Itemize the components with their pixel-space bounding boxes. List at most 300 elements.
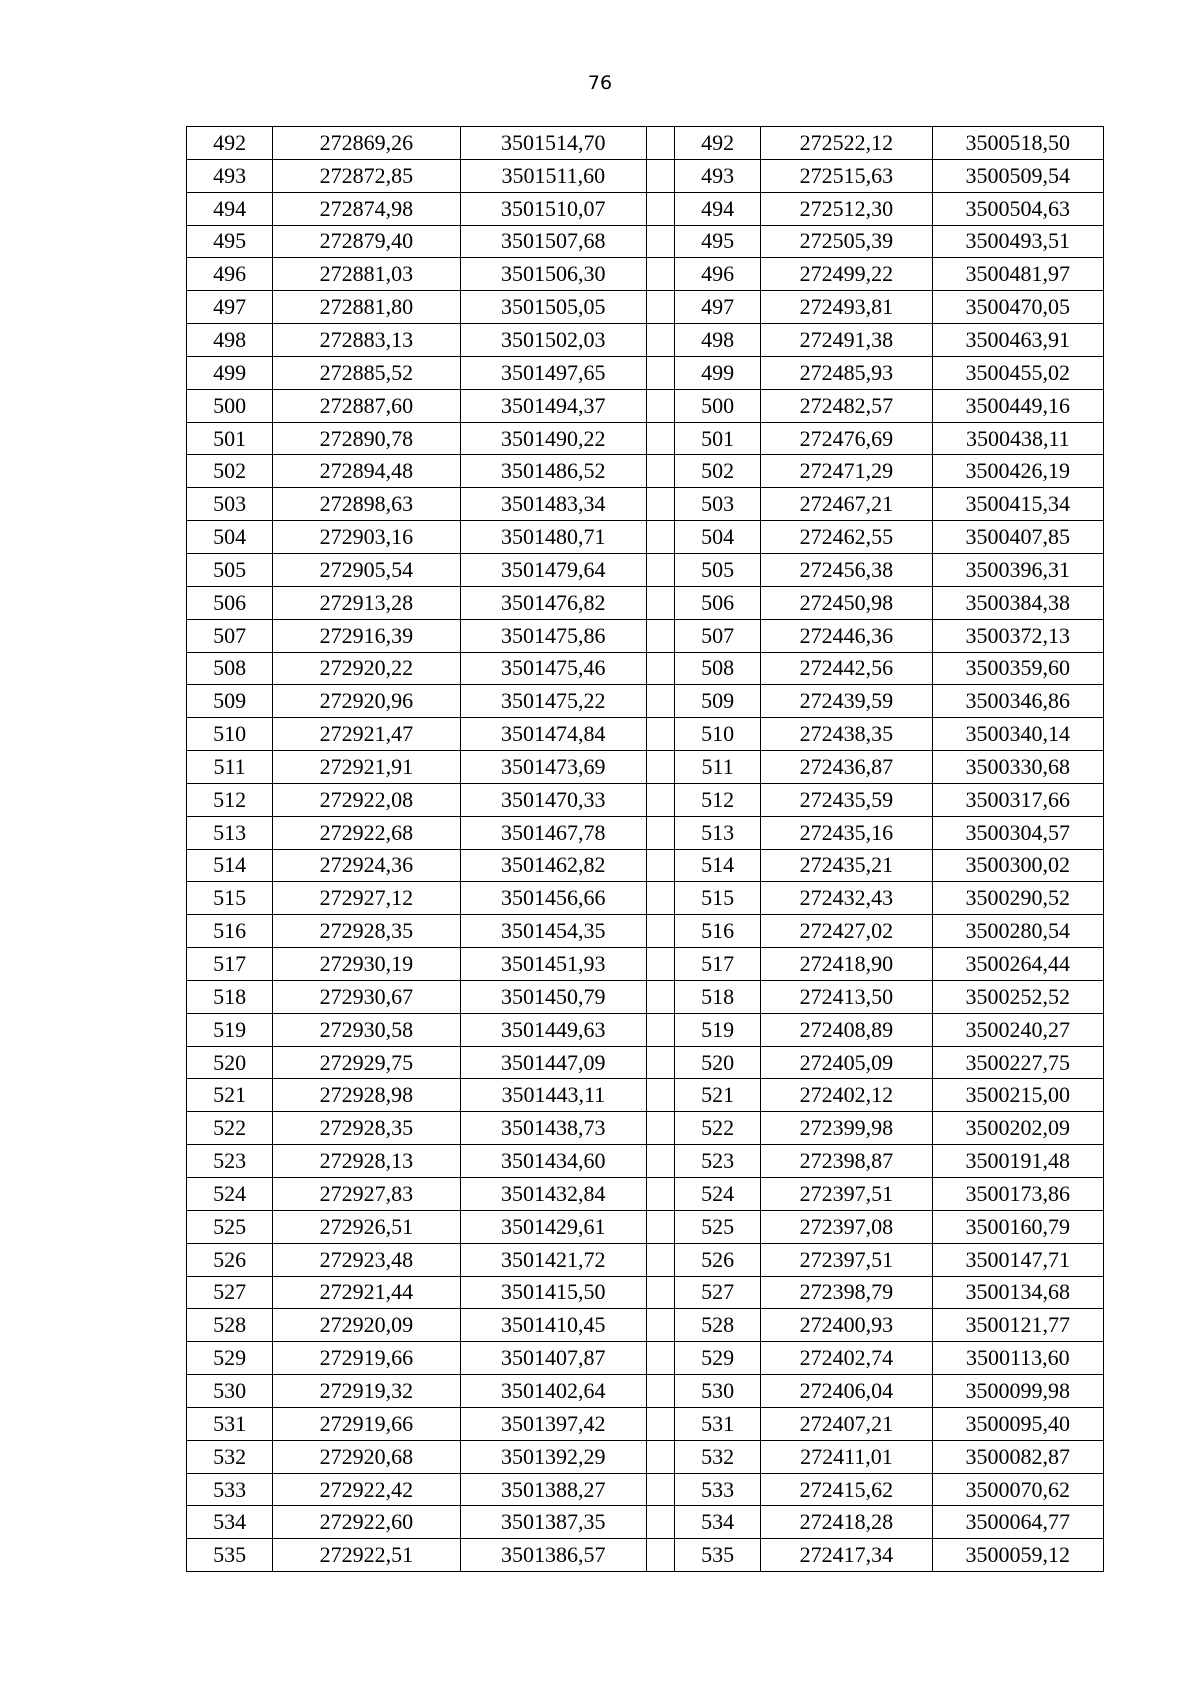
x-coordinate-cell: 272905,54 <box>273 553 460 586</box>
y-coordinate-cell: 3501474,84 <box>460 718 646 751</box>
point-number-cell: 513 <box>187 816 273 849</box>
spacer-cell <box>647 1342 675 1375</box>
x-coordinate-cell: 272887,60 <box>273 389 460 422</box>
y-coordinate-cell: 3500304,57 <box>932 816 1103 849</box>
spacer-cell <box>647 258 675 291</box>
x-coordinate-cell: 272405,09 <box>761 1046 932 1079</box>
table-row <box>187 1506 1104 1539</box>
page-number: 76 <box>587 72 613 94</box>
table-row <box>187 816 1104 849</box>
point-number-cell: 500 <box>675 389 761 422</box>
y-coordinate-cell: 3500509,54 <box>932 159 1103 192</box>
y-coordinate-cell: 3500227,75 <box>932 1046 1103 1079</box>
spacer-cell <box>647 1079 675 1112</box>
y-coordinate-cell: 3501410,45 <box>460 1309 646 1342</box>
x-coordinate-cell: 272927,83 <box>273 1178 460 1211</box>
table-row <box>187 849 1104 882</box>
table-row <box>187 718 1104 751</box>
y-coordinate-cell: 3501475,86 <box>460 619 646 652</box>
table-row <box>187 356 1104 389</box>
x-coordinate-cell: 272930,58 <box>273 1013 460 1046</box>
point-number-cell: 519 <box>675 1013 761 1046</box>
point-number-cell: 506 <box>675 586 761 619</box>
table-row <box>187 1375 1104 1408</box>
y-coordinate-cell: 3500518,50 <box>932 127 1103 160</box>
y-coordinate-cell: 3501450,79 <box>460 980 646 1013</box>
spacer-cell <box>647 1375 675 1408</box>
x-coordinate-cell: 272890,78 <box>273 422 460 455</box>
spacer-cell <box>647 586 675 619</box>
table-row <box>187 291 1104 324</box>
y-coordinate-cell: 3501510,07 <box>460 192 646 225</box>
x-coordinate-cell: 272920,22 <box>273 652 460 685</box>
point-number-cell: 494 <box>675 192 761 225</box>
x-coordinate-cell: 272435,59 <box>761 783 932 816</box>
point-number-cell: 507 <box>187 619 273 652</box>
x-coordinate-cell: 272462,55 <box>761 521 932 554</box>
x-coordinate-cell: 272898,63 <box>273 488 460 521</box>
x-coordinate-cell: 272883,13 <box>273 324 460 357</box>
table-row <box>187 1079 1104 1112</box>
x-coordinate-cell: 272435,16 <box>761 816 932 849</box>
table-row <box>187 192 1104 225</box>
spacer-cell <box>647 882 675 915</box>
point-number-cell: 492 <box>187 127 273 160</box>
spacer-cell <box>647 1243 675 1276</box>
point-number-cell: 509 <box>187 685 273 718</box>
table-row <box>187 980 1104 1013</box>
x-coordinate-cell: 272398,87 <box>761 1145 932 1178</box>
y-coordinate-cell: 3500346,86 <box>932 685 1103 718</box>
point-number-cell: 503 <box>675 488 761 521</box>
point-number-cell: 515 <box>675 882 761 915</box>
y-coordinate-cell: 3500426,19 <box>932 455 1103 488</box>
point-number-cell: 517 <box>675 948 761 981</box>
point-number-cell: 512 <box>675 783 761 816</box>
table-row <box>187 258 1104 291</box>
y-coordinate-cell: 3501507,68 <box>460 225 646 258</box>
x-coordinate-cell: 272450,98 <box>761 586 932 619</box>
coordinates-table <box>186 126 1104 1572</box>
y-coordinate-cell: 3500173,86 <box>932 1178 1103 1211</box>
point-number-cell: 535 <box>675 1539 761 1572</box>
y-coordinate-cell: 3500481,97 <box>932 258 1103 291</box>
y-coordinate-cell: 3501506,30 <box>460 258 646 291</box>
y-coordinate-cell: 3500099,98 <box>932 1375 1103 1408</box>
table-row <box>187 882 1104 915</box>
point-number-cell: 492 <box>675 127 761 160</box>
y-coordinate-cell: 3501407,87 <box>460 1342 646 1375</box>
y-coordinate-cell: 3501479,64 <box>460 553 646 586</box>
table-row <box>187 586 1104 619</box>
x-coordinate-cell: 272919,66 <box>273 1342 460 1375</box>
y-coordinate-cell: 3501386,57 <box>460 1539 646 1572</box>
spacer-cell <box>647 356 675 389</box>
point-number-cell: 502 <box>675 455 761 488</box>
point-number-cell: 518 <box>187 980 273 1013</box>
point-number-cell: 523 <box>675 1145 761 1178</box>
point-number-cell: 493 <box>675 159 761 192</box>
spacer-cell <box>647 1506 675 1539</box>
point-number-cell: 525 <box>675 1210 761 1243</box>
x-coordinate-cell: 272397,08 <box>761 1210 932 1243</box>
point-number-cell: 500 <box>187 389 273 422</box>
spacer-cell <box>647 685 675 718</box>
spacer-cell <box>647 553 675 586</box>
spacer-cell <box>647 751 675 784</box>
x-coordinate-cell: 272493,81 <box>761 291 932 324</box>
point-number-cell: 531 <box>675 1407 761 1440</box>
x-coordinate-cell: 272885,52 <box>273 356 460 389</box>
spacer-cell <box>647 1210 675 1243</box>
point-number-cell: 518 <box>675 980 761 1013</box>
point-number-cell: 535 <box>187 1539 273 1572</box>
spacer-cell <box>647 324 675 357</box>
x-coordinate-cell: 272922,60 <box>273 1506 460 1539</box>
table-row <box>187 1407 1104 1440</box>
point-number-cell: 520 <box>675 1046 761 1079</box>
y-coordinate-cell: 3501502,03 <box>460 324 646 357</box>
point-number-cell: 499 <box>675 356 761 389</box>
spacer-cell <box>647 1013 675 1046</box>
x-coordinate-cell: 272407,21 <box>761 1407 932 1440</box>
point-number-cell: 523 <box>187 1145 273 1178</box>
x-coordinate-cell: 272402,12 <box>761 1079 932 1112</box>
x-coordinate-cell: 272924,36 <box>273 849 460 882</box>
y-coordinate-cell: 3500470,05 <box>932 291 1103 324</box>
point-number-cell: 519 <box>187 1013 273 1046</box>
table-row <box>187 1342 1104 1375</box>
point-number-cell: 508 <box>675 652 761 685</box>
x-coordinate-cell: 272398,79 <box>761 1276 932 1309</box>
point-number-cell: 515 <box>187 882 273 915</box>
y-coordinate-cell: 3501429,61 <box>460 1210 646 1243</box>
x-coordinate-cell: 272499,22 <box>761 258 932 291</box>
point-number-cell: 502 <box>187 455 273 488</box>
x-coordinate-cell: 272894,48 <box>273 455 460 488</box>
x-coordinate-cell: 272927,12 <box>273 882 460 915</box>
y-coordinate-cell: 3500300,02 <box>932 849 1103 882</box>
table-row <box>187 159 1104 192</box>
point-number-cell: 524 <box>675 1178 761 1211</box>
y-coordinate-cell: 3500407,85 <box>932 521 1103 554</box>
x-coordinate-cell: 272456,38 <box>761 553 932 586</box>
y-coordinate-cell: 3501388,27 <box>460 1473 646 1506</box>
y-coordinate-cell: 3501494,37 <box>460 389 646 422</box>
table-row <box>187 1145 1104 1178</box>
x-coordinate-cell: 272922,68 <box>273 816 460 849</box>
point-number-cell: 503 <box>187 488 273 521</box>
point-number-cell: 529 <box>187 1342 273 1375</box>
spacer-cell <box>647 1178 675 1211</box>
table-row <box>187 1046 1104 1079</box>
point-number-cell: 531 <box>187 1407 273 1440</box>
point-number-cell: 510 <box>187 718 273 751</box>
y-coordinate-cell: 3500438,11 <box>932 422 1103 455</box>
y-coordinate-cell: 3501421,72 <box>460 1243 646 1276</box>
y-coordinate-cell: 3500449,16 <box>932 389 1103 422</box>
x-coordinate-cell: 272919,32 <box>273 1375 460 1408</box>
point-number-cell: 528 <box>187 1309 273 1342</box>
y-coordinate-cell: 3501402,64 <box>460 1375 646 1408</box>
table-row <box>187 1112 1104 1145</box>
point-number-cell: 504 <box>675 521 761 554</box>
spacer-cell <box>647 783 675 816</box>
x-coordinate-cell: 272485,93 <box>761 356 932 389</box>
y-coordinate-cell: 3501432,84 <box>460 1178 646 1211</box>
y-coordinate-cell: 3500113,60 <box>932 1342 1103 1375</box>
x-coordinate-cell: 272881,80 <box>273 291 460 324</box>
y-coordinate-cell: 3501486,52 <box>460 455 646 488</box>
spacer-cell <box>647 1407 675 1440</box>
point-number-cell: 526 <box>675 1243 761 1276</box>
y-coordinate-cell: 3500264,44 <box>932 948 1103 981</box>
point-number-cell: 527 <box>675 1276 761 1309</box>
y-coordinate-cell: 3500415,34 <box>932 488 1103 521</box>
spacer-cell <box>647 849 675 882</box>
y-coordinate-cell: 3500215,00 <box>932 1079 1103 1112</box>
x-coordinate-cell: 272903,16 <box>273 521 460 554</box>
point-number-cell: 506 <box>187 586 273 619</box>
spacer-cell <box>647 915 675 948</box>
table-row <box>187 324 1104 357</box>
x-coordinate-cell: 272411,01 <box>761 1440 932 1473</box>
spacer-cell <box>647 1309 675 1342</box>
point-number-cell: 493 <box>187 159 273 192</box>
x-coordinate-cell: 272399,98 <box>761 1112 932 1145</box>
x-coordinate-cell: 272436,87 <box>761 751 932 784</box>
x-coordinate-cell: 272920,96 <box>273 685 460 718</box>
x-coordinate-cell: 272930,19 <box>273 948 460 981</box>
point-number-cell: 525 <box>187 1210 273 1243</box>
point-number-cell: 520 <box>187 1046 273 1079</box>
y-coordinate-cell: 3500384,38 <box>932 586 1103 619</box>
y-coordinate-cell: 3500330,68 <box>932 751 1103 784</box>
x-coordinate-cell: 272402,74 <box>761 1342 932 1375</box>
y-coordinate-cell: 3501456,66 <box>460 882 646 915</box>
spacer-cell <box>647 127 675 160</box>
y-coordinate-cell: 3500317,66 <box>932 783 1103 816</box>
y-coordinate-cell: 3501447,09 <box>460 1046 646 1079</box>
x-coordinate-cell: 272491,38 <box>761 324 932 357</box>
y-coordinate-cell: 3501454,35 <box>460 915 646 948</box>
x-coordinate-cell: 272928,35 <box>273 915 460 948</box>
x-coordinate-cell: 272418,90 <box>761 948 932 981</box>
y-coordinate-cell: 3500121,77 <box>932 1309 1103 1342</box>
x-coordinate-cell: 272400,93 <box>761 1309 932 1342</box>
point-number-cell: 534 <box>675 1506 761 1539</box>
point-number-cell: 505 <box>187 553 273 586</box>
x-coordinate-cell: 272881,03 <box>273 258 460 291</box>
y-coordinate-cell: 3500340,14 <box>932 718 1103 751</box>
y-coordinate-cell: 3501511,60 <box>460 159 646 192</box>
y-coordinate-cell: 3501443,11 <box>460 1079 646 1112</box>
x-coordinate-cell: 272432,43 <box>761 882 932 915</box>
y-coordinate-cell: 3500202,09 <box>932 1112 1103 1145</box>
table-row <box>187 1309 1104 1342</box>
spacer-cell <box>647 1145 675 1178</box>
y-coordinate-cell: 3500463,91 <box>932 324 1103 357</box>
point-number-cell: 517 <box>187 948 273 981</box>
point-number-cell: 495 <box>675 225 761 258</box>
table-row <box>187 1178 1104 1211</box>
point-number-cell: 504 <box>187 521 273 554</box>
x-coordinate-cell: 272413,50 <box>761 980 932 1013</box>
spacer-cell <box>647 1539 675 1572</box>
point-number-cell: 526 <box>187 1243 273 1276</box>
table-row <box>187 652 1104 685</box>
point-number-cell: 524 <box>187 1178 273 1211</box>
x-coordinate-cell: 272913,28 <box>273 586 460 619</box>
spacer-cell <box>647 159 675 192</box>
x-coordinate-cell: 272482,57 <box>761 389 932 422</box>
y-coordinate-cell: 3501467,78 <box>460 816 646 849</box>
x-coordinate-cell: 272471,29 <box>761 455 932 488</box>
y-coordinate-cell: 3500252,52 <box>932 980 1103 1013</box>
table-row <box>187 1440 1104 1473</box>
spacer-cell <box>647 1473 675 1506</box>
spacer-cell <box>647 1276 675 1309</box>
x-coordinate-cell: 272415,62 <box>761 1473 932 1506</box>
point-number-cell: 513 <box>675 816 761 849</box>
point-number-cell: 512 <box>187 783 273 816</box>
table-row <box>187 1473 1104 1506</box>
x-coordinate-cell: 272922,51 <box>273 1539 460 1572</box>
x-coordinate-cell: 272467,21 <box>761 488 932 521</box>
point-number-cell: 499 <box>187 356 273 389</box>
table-row <box>187 1013 1104 1046</box>
x-coordinate-cell: 272505,39 <box>761 225 932 258</box>
x-coordinate-cell: 272928,35 <box>273 1112 460 1145</box>
point-number-cell: 516 <box>187 915 273 948</box>
point-number-cell: 496 <box>187 258 273 291</box>
y-coordinate-cell: 3501490,22 <box>460 422 646 455</box>
y-coordinate-cell: 3500147,71 <box>932 1243 1103 1276</box>
y-coordinate-cell: 3500064,77 <box>932 1506 1103 1539</box>
table-row <box>187 948 1104 981</box>
x-coordinate-cell: 272879,40 <box>273 225 460 258</box>
y-coordinate-cell: 3501475,46 <box>460 652 646 685</box>
x-coordinate-cell: 272446,36 <box>761 619 932 652</box>
x-coordinate-cell: 272515,63 <box>761 159 932 192</box>
x-coordinate-cell: 272869,26 <box>273 127 460 160</box>
x-coordinate-cell: 272923,48 <box>273 1243 460 1276</box>
spacer-cell <box>647 225 675 258</box>
y-coordinate-cell: 3500191,48 <box>932 1145 1103 1178</box>
y-coordinate-cell: 3501483,34 <box>460 488 646 521</box>
point-number-cell: 516 <box>675 915 761 948</box>
y-coordinate-cell: 3500059,12 <box>932 1539 1103 1572</box>
spacer-cell <box>647 816 675 849</box>
point-number-cell: 508 <box>187 652 273 685</box>
x-coordinate-cell: 272442,56 <box>761 652 932 685</box>
y-coordinate-cell: 3500455,02 <box>932 356 1103 389</box>
table-row <box>187 553 1104 586</box>
point-number-cell: 495 <box>187 225 273 258</box>
spacer-cell <box>647 1046 675 1079</box>
x-coordinate-cell: 272408,89 <box>761 1013 932 1046</box>
spacer-cell <box>647 488 675 521</box>
x-coordinate-cell: 272929,75 <box>273 1046 460 1079</box>
table-row <box>187 127 1104 160</box>
y-coordinate-cell: 3501470,33 <box>460 783 646 816</box>
spacer-cell <box>647 389 675 422</box>
point-number-cell: 532 <box>187 1440 273 1473</box>
x-coordinate-cell: 272919,66 <box>273 1407 460 1440</box>
x-coordinate-cell: 272926,51 <box>273 1210 460 1243</box>
y-coordinate-cell: 3500493,51 <box>932 225 1103 258</box>
x-coordinate-cell: 272397,51 <box>761 1243 932 1276</box>
spacer-cell <box>647 422 675 455</box>
table-row <box>187 619 1104 652</box>
y-coordinate-cell: 3500095,40 <box>932 1407 1103 1440</box>
table-row <box>187 422 1104 455</box>
x-coordinate-cell: 272439,59 <box>761 685 932 718</box>
x-coordinate-cell: 272417,34 <box>761 1539 932 1572</box>
y-coordinate-cell: 3500504,63 <box>932 192 1103 225</box>
y-coordinate-cell: 3501476,82 <box>460 586 646 619</box>
point-number-cell: 514 <box>675 849 761 882</box>
y-coordinate-cell: 3501449,63 <box>460 1013 646 1046</box>
point-number-cell: 497 <box>187 291 273 324</box>
x-coordinate-cell: 272916,39 <box>273 619 460 652</box>
point-number-cell: 514 <box>187 849 273 882</box>
y-coordinate-cell: 3500280,54 <box>932 915 1103 948</box>
spacer-cell <box>647 619 675 652</box>
point-number-cell: 505 <box>675 553 761 586</box>
x-coordinate-cell: 272928,98 <box>273 1079 460 1112</box>
x-coordinate-cell: 272522,12 <box>761 127 932 160</box>
y-coordinate-cell: 3501397,42 <box>460 1407 646 1440</box>
x-coordinate-cell: 272406,04 <box>761 1375 932 1408</box>
y-coordinate-cell: 3501392,29 <box>460 1440 646 1473</box>
y-coordinate-cell: 3501505,05 <box>460 291 646 324</box>
point-number-cell: 522 <box>675 1112 761 1145</box>
point-number-cell: 497 <box>675 291 761 324</box>
point-number-cell: 528 <box>675 1309 761 1342</box>
y-coordinate-cell: 3501434,60 <box>460 1145 646 1178</box>
point-number-cell: 494 <box>187 192 273 225</box>
point-number-cell: 533 <box>187 1473 273 1506</box>
x-coordinate-cell: 272920,09 <box>273 1309 460 1342</box>
point-number-cell: 534 <box>187 1506 273 1539</box>
table-row <box>187 783 1104 816</box>
spacer-cell <box>647 1440 675 1473</box>
x-coordinate-cell: 272921,44 <box>273 1276 460 1309</box>
point-number-cell: 521 <box>675 1079 761 1112</box>
y-coordinate-cell: 3501497,65 <box>460 356 646 389</box>
point-number-cell: 521 <box>187 1079 273 1112</box>
y-coordinate-cell: 3500359,60 <box>932 652 1103 685</box>
x-coordinate-cell: 272920,68 <box>273 1440 460 1473</box>
x-coordinate-cell: 272418,28 <box>761 1506 932 1539</box>
spacer-cell <box>647 521 675 554</box>
table-row <box>187 225 1104 258</box>
table-row <box>187 685 1104 718</box>
spacer-cell <box>647 652 675 685</box>
y-coordinate-cell: 3501462,82 <box>460 849 646 882</box>
x-coordinate-cell: 272921,47 <box>273 718 460 751</box>
x-coordinate-cell: 272427,02 <box>761 915 932 948</box>
y-coordinate-cell: 3501475,22 <box>460 685 646 718</box>
x-coordinate-cell: 272435,21 <box>761 849 932 882</box>
y-coordinate-cell: 3501438,73 <box>460 1112 646 1145</box>
spacer-cell <box>647 718 675 751</box>
y-coordinate-cell: 3500070,62 <box>932 1473 1103 1506</box>
table-row <box>187 915 1104 948</box>
spacer-cell <box>647 980 675 1013</box>
x-coordinate-cell: 272512,30 <box>761 192 932 225</box>
